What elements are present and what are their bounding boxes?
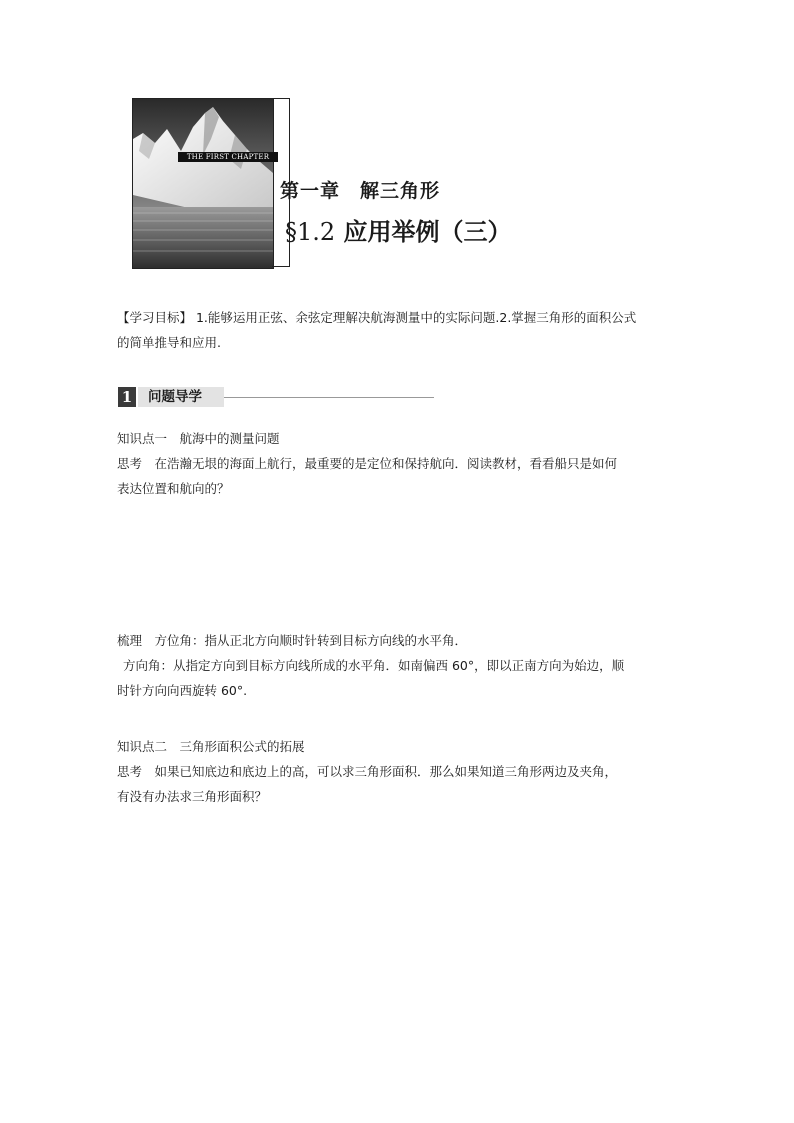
iceberg-illustration [133, 99, 273, 268]
section-number: §1.2 [285, 218, 336, 246]
kp2-title: 知识点二 三角形面积公式的拓展 [117, 739, 305, 754]
chapter-title: 第一章 解三角形 [280, 180, 441, 202]
chapter-cover-image [132, 98, 274, 269]
section-name: 应用举例（三） [343, 218, 512, 246]
summary-line-3: 时针方向向西旋转 60°. [117, 683, 248, 698]
kp1-think-line-2: 表达位置和航向的？ [117, 481, 230, 496]
knowledge-point-1 [117, 426, 687, 501]
section-title [285, 212, 512, 247]
objectives-line-1: 【学习目标】 1.能够运用正弦、余弦定理解决航海测量中的实际问题.2.掌握三角形的面积公式 [117, 310, 637, 325]
kp2-think-line-2: 有没有办法求三角形面积？ [117, 789, 268, 804]
section-divider [224, 397, 434, 398]
summary-line-2: 方向角：从指定方向到目标方向线所成的水平角．如南偏西 60°，即以正南方向为始边，顺 [123, 658, 625, 673]
section-heading: 问题导学 [138, 387, 224, 407]
kp1-think-line-1: 思考 在浩瀚无垠的海面上航行，最重要的是定位和保持航向．阅读教材，看看船只是如何 [117, 456, 618, 471]
summary-line-1: 梳理 方位角：指从正北方向顺时针转到目标方向线的水平角． [117, 633, 468, 648]
knowledge-point-2 [117, 734, 687, 809]
section-number-badge: 1 [118, 387, 136, 407]
summary-block [117, 628, 687, 703]
kp1-title: 知识点一 航海中的测量问题 [117, 431, 280, 446]
kp2-think-line-1: 思考 如果已知底边和底边上的高，可以求三角形面积．那么如果知道三角形两边及夹角， [117, 764, 618, 779]
learning-objectives [117, 305, 687, 355]
objectives-line-2: 的简单推导和应用. [117, 335, 221, 350]
chapter-banner: THE FIRST CHAPTER [178, 152, 278, 162]
